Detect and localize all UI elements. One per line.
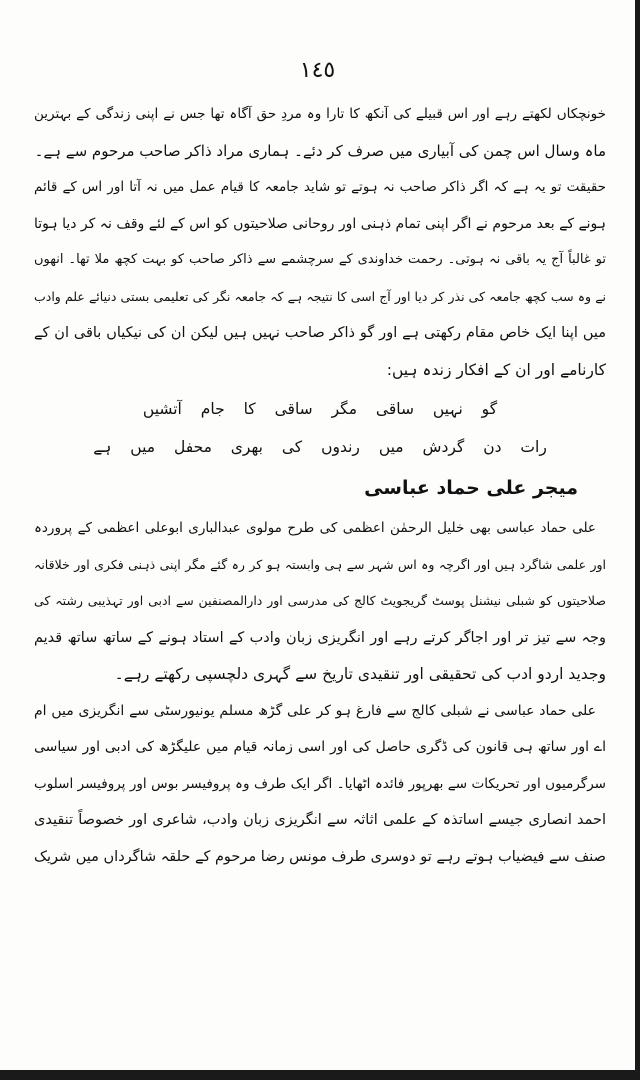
text-line: میں اپنا ایک خاص مقام رکھتی ہے اور گو ذاکر صاحب نہیں ہیں لیکن ان کی نیکیاں باقی ان کے xyxy=(34,325,606,341)
text-line: صنف سے فیضیاب ہوتے رہے تو دوسری طرف مونس رضا مرحوم کے حلقہ شاگرداں میں شریک xyxy=(34,848,606,865)
text-line: احمد انصاری جیسے اساتذہ کے علمی اثاثہ سے انگریزی زبان وادب، شاعری اور خصوصاً تنقیدی xyxy=(34,812,606,828)
text-line: خونچکاں لکھتے رہے اور اس قبیلے کی آنکھ کا تارا وہ مردِ حق آگاہ تھا جس نے اپنی زندگی کے بہترین xyxy=(34,106,606,122)
text-line: اے اور ساتھ ہی قانون کی ڈگری حاصل کی اور اسی زمانہ قیام میں علیگڑھ کی ادبی اور سیاسی xyxy=(34,739,606,755)
text-line: وجہ سے تیز تر اور اجاگر کرتے رہے اور انگریزی زبان وادب کے استاد ہونے کے ساتھ ساتھ قدیم xyxy=(34,629,606,646)
verse-line: رات دن گردش میں رندوں کی بھری محفل میں ہے xyxy=(93,438,547,456)
text-line: ماہ وسال اس چمن کی آبیاری میں صرف کر دئے۔ ہماری مراد ذاکر صاحب مرحوم سے ہے۔ xyxy=(34,141,606,160)
text-line: کارنامے اور ان کے افکار زندہ ہیں: xyxy=(386,360,606,379)
text-line: نے وہ سب کچھ جامعہ کی نذر کر دیا اور آج اسی کا نتیجہ ہے کہ جامعہ نگر کی تعلیمی بستی دنیائے علم وادب xyxy=(34,288,606,304)
text-line: وجدید اردو ادب کی تحقیقی اور تنقیدی تاریخ سے گہری دلچسپی رکھتے رہے۔ xyxy=(114,665,606,683)
section-heading: میجر علی حماد عباسی xyxy=(364,477,578,499)
text-line: ہونے کے بعد مرحوم نے اگر اپنی تمام ذہنی اور روحانی صلاحیتوں کو اس کے لئے وقف نہ کر دیا ہوتا xyxy=(34,215,606,232)
text-line: علی حماد عباسی بھی خلیل الرحمٰن اعظمی کی طرح مولوی عبدالباری ابوعلی اعظمی کے پروردہ xyxy=(34,520,596,536)
verse-line: گو نہیں ساقی مگر ساقی کا جام آتشیں xyxy=(142,400,498,418)
paragraph xyxy=(34,693,606,876)
paragraph xyxy=(34,96,606,169)
text-line: صلاحیتوں کو شبلی نیشنل پوسٹ گریجویٹ کالج کی مدرسی اور دارالمصنفین سے ادبی اور تہذیبی رشتہ کی xyxy=(34,593,606,608)
page-number: ١٤٥ xyxy=(299,58,336,83)
paragraph xyxy=(34,169,606,388)
page-body xyxy=(34,96,606,875)
verse-couplet xyxy=(34,390,606,466)
text-line: سرگرمیوں اور تحریکات سے بھرپور فائدہ اٹھایا۔ اگر ایک طرف وہ پروفیسر بوس اور پروفیسر اسلوب xyxy=(34,775,606,792)
text-line: تو غالباً آج یہ باقی نہ ہوتی۔ رحمت خداوندی کے سرچشمے سے ذاکر صاحب کو بہت کچھ ملا تھا۔ انھوں xyxy=(34,252,606,267)
paragraph xyxy=(34,510,606,693)
text-line: حقیقت تو یہ ہے کہ اگر ذاکر صاحب نہ ہوتے تو شاید جامعہ کا قیام عمل میں نہ آتا اور اس کے قائم xyxy=(34,179,606,195)
text-line: اور علمی شاگرد ہیں اور اگرچہ وہ اس شہر سے ہی وابستہ ہو کر رہ گئے مگر اپنی ذہنی فکری اور خلاقانہ xyxy=(34,556,606,572)
text-line: علی حماد عباسی نے شبلی کالج سے فارغ ہو کر علی گڑھ مسلم یونیورسٹی سے انگریزی میں ام xyxy=(34,702,596,719)
